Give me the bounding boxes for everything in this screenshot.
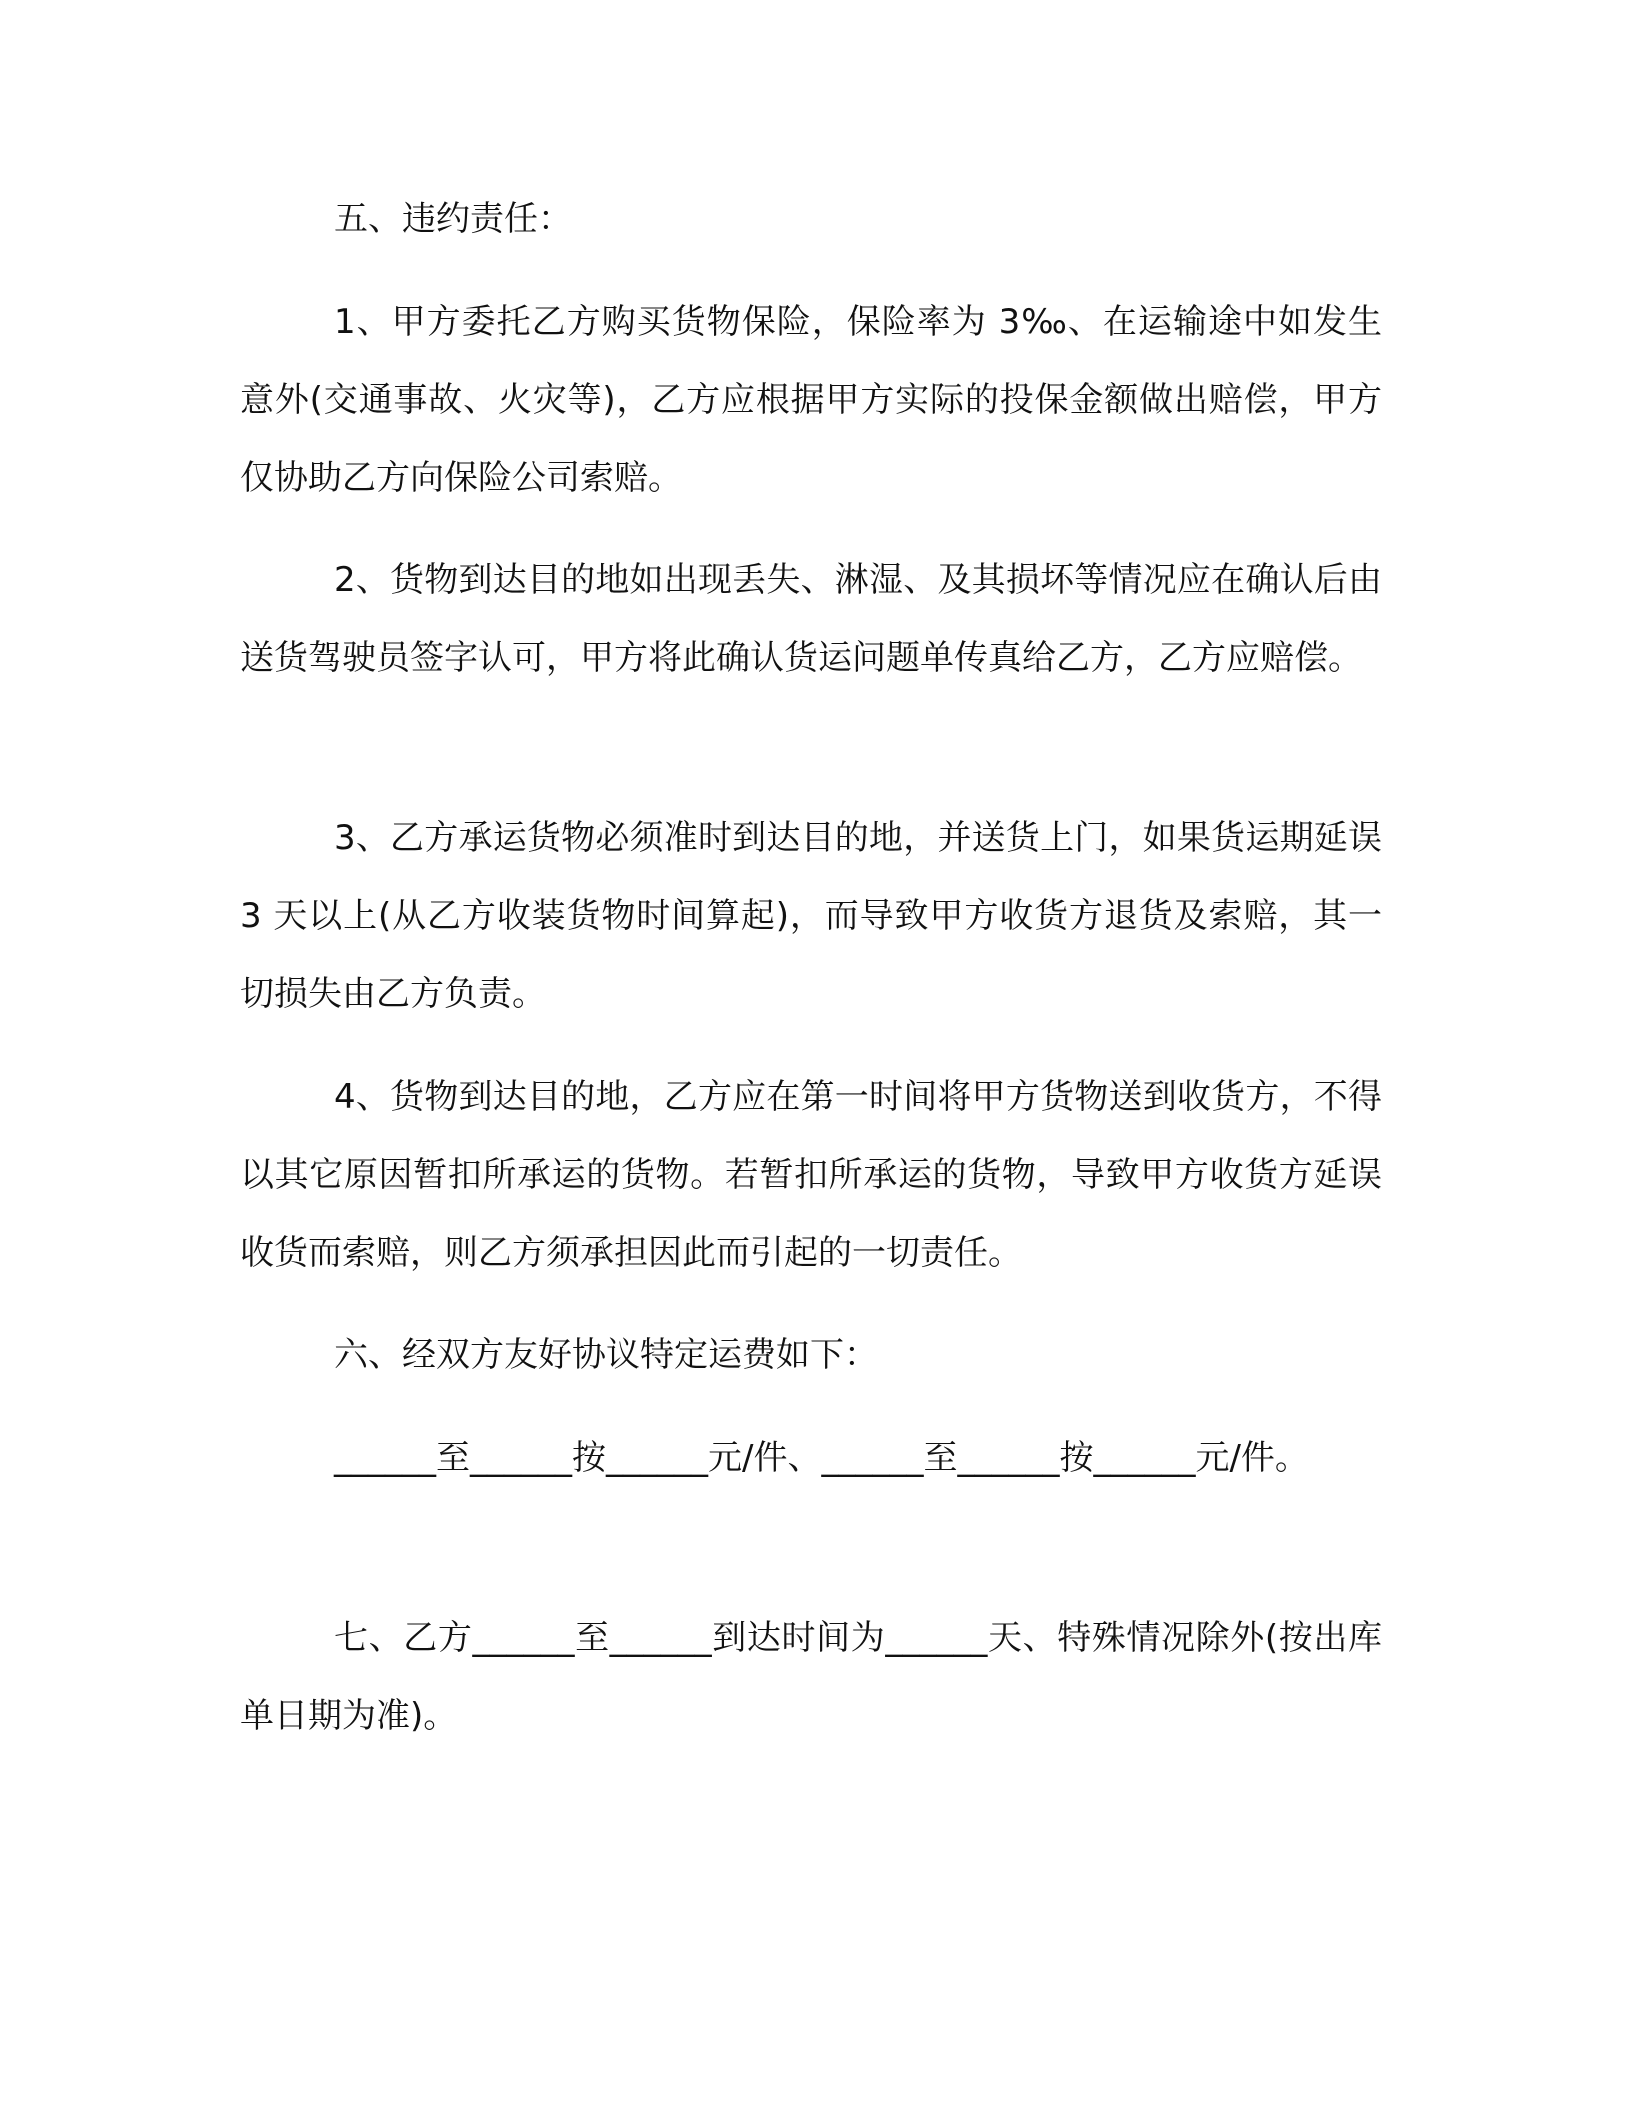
section-6-heading: 六、经双方友好协议特定运费如下： — [334, 1335, 878, 1375]
section-6-rates-line: ______至______按______元/件、______至______按______元/件。 — [334, 1438, 1309, 1478]
section-5-item-3: 3、乙方承运货物必须准时到达目的地，并送货上门，如果货运期延误 3 天以上(从乙方收装货物时间算起)，而导致甲方收货方退货及索赔，其一切损失由乙方负责。 — [240, 818, 1382, 1014]
section-5-item-4: 4、货物到达目的地，乙方应在第一时间将甲方货物送到收货方，不得以其它原因暂扣所承运的货物。若暂扣所承运的货物，导致甲方收货方延误收货而索赔，则乙方须承担因此而引起的一切责任。 — [240, 1077, 1382, 1273]
section-7-text: 七、乙方______至______到达时间为______天、特殊情况除外(按出库单日期为准)。 — [240, 1618, 1382, 1736]
section-5-heading: 五、违约责任： — [334, 199, 572, 239]
section-5-item-1: 1、甲方委托乙方购买货物保险，保险率为 3‰、在运输途中如发生意外(交通事故、火灾等)，乙方应根据甲方实际的投保金额做出赔偿，甲方仅协助乙方向保险公司索赔。 — [240, 302, 1382, 498]
section-5-item-2: 2、货物到达目的地如出现丢失、淋湿、及其损坏等情况应在确认后由送货驾驶员签字认可，甲方将此确认货运问题单传真给乙方，乙方应赔偿。 — [240, 560, 1382, 678]
